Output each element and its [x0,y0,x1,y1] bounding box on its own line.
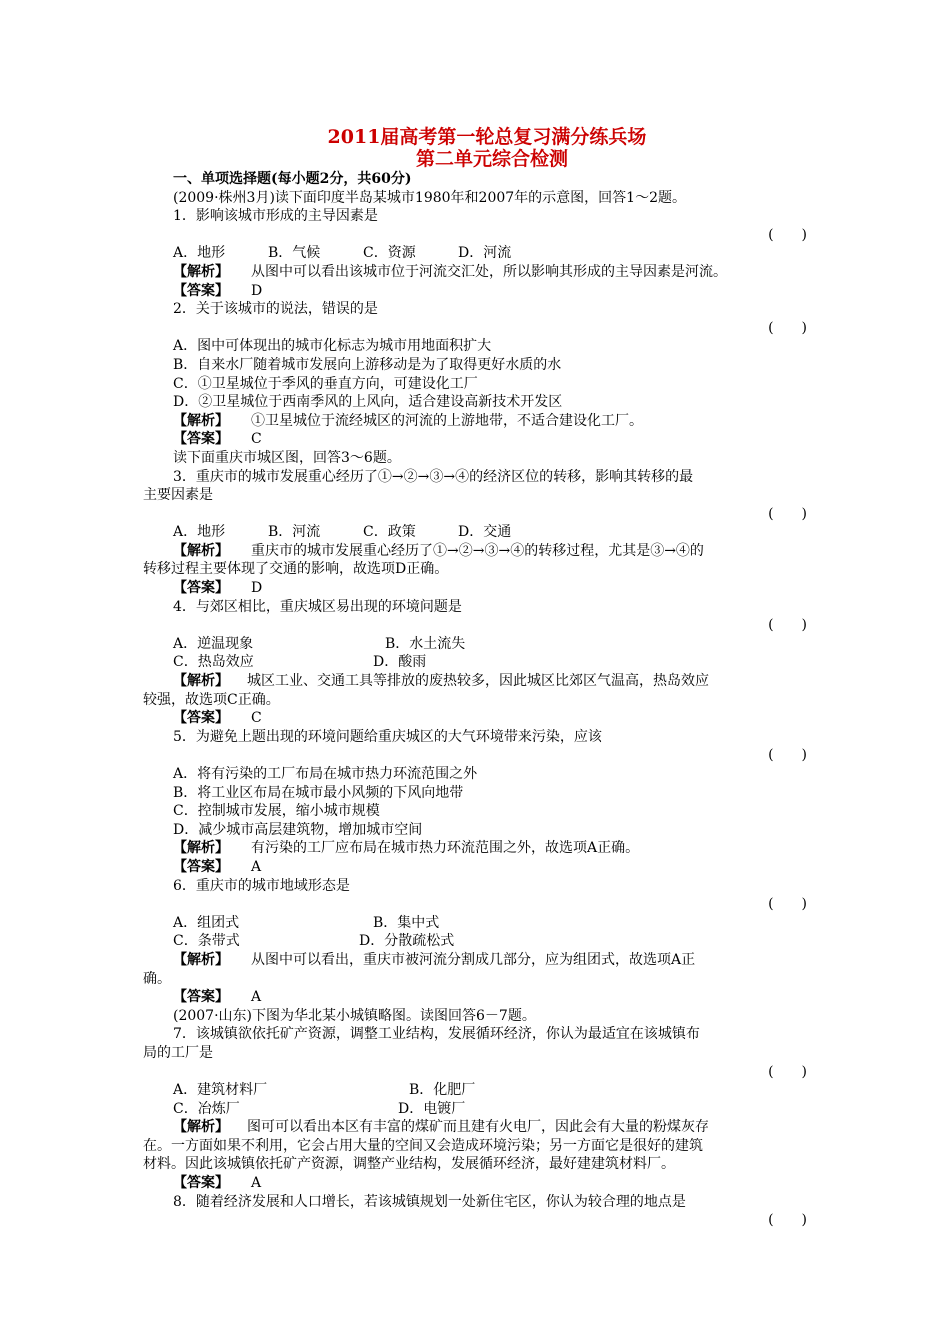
analysis-tag: 【解析】 [173,263,229,280]
option-c: C．条带式 [173,933,240,950]
intro-2: 读下面重庆市城区图，回答3～6题。 [173,449,401,466]
analysis-text: 图可可以看出本区有丰富的煤矿而且建有火电厂，因此会有大量的粉煤灰存 [247,1119,709,1136]
question-4: 4．与郊区相比，重庆城区易出现的环境问题是 [173,598,462,615]
answer-3 [143,579,811,598]
answer-text: D [251,580,263,597]
question-2: 2．关于该城市的说法，错误的是 [173,301,378,318]
option-c: C．冶炼厂 [173,1100,240,1117]
analysis-tag: 【解析】 [173,412,229,429]
doc-title: 2011届高考第一轮总复习满分练兵场 [327,126,647,148]
question-6: 6．重庆市的城市地域形态是 [173,877,350,894]
document-page [143,126,811,1230]
answer-blank: ( ) [768,226,807,243]
options-3 [143,523,811,542]
analysis-text: 从图中可以看出，重庆市被河流分割成几部分，应为组团式，故选项A正 [251,951,696,968]
question-8: 8．随着经济发展和人口增长，若该城镇规划一处新住宅区，你认为较合理的地点是 [173,1193,686,1210]
option-c: C．控制城市发展，缩小城市规模 [173,803,380,820]
analysis-6 [143,951,811,970]
analysis-3-cont: 转移过程主要体现了交通的影响，故选项D正确。 [143,561,449,578]
question-3-cont: 主要因素是 [143,487,213,504]
option-d: D．河流 [458,245,512,262]
answer-tag: 【答案】 [173,989,229,1006]
answer-text: A [251,989,262,1006]
option-b: B．气候 [268,245,321,262]
option-b: B．化肥厂 [409,1082,476,1099]
option-d: D．酸雨 [373,654,427,671]
option-a: A．地形 [173,245,226,262]
analysis-text: 有污染的工厂应布局在城市热力环流范围之外，故选项A正确。 [251,840,640,857]
answer-blank: ( ) [768,1212,807,1229]
option-d: D．②卫星城位于西南季风的上风向，适合建设高新技术开发区 [173,394,563,411]
option-d: D．分散疏松式 [359,933,455,950]
answer-blank: ( ) [768,617,807,634]
answer-text: C [251,710,262,727]
analysis-text: 从图中可以看出该城市位于河流交汇处，所以影响其形成的主导因素是河流。 [251,263,727,280]
answer-tag: 【答案】 [173,1175,229,1192]
section-heading: 一、单项选择题(每小题2分，共60分) [173,171,412,187]
analysis-7-cont: 在。一方面如果不利用，它会占用大量的空间又会造成环境污染；另一方面它是很好的建筑 [143,1137,703,1154]
answer-6 [143,988,811,1007]
analysis-1 [143,263,811,282]
analysis-tag: 【解析】 [173,1119,229,1136]
answer-blank: ( ) [768,505,807,522]
option-b: B．集中式 [373,914,440,931]
answer-blank: ( ) [768,319,807,336]
options-1 [143,244,811,263]
options-4-row2 [143,653,811,672]
option-c: C．①卫星城位于季风的垂直方向，可建设化工厂 [173,375,478,392]
question-3: 3．重庆市的城市发展重心经历了①→②→③→④的经济区位的转移，影响其转移的最 [173,468,694,485]
question-7: 7．该城镇欲依托矿产资源，调整工业结构，发展循环经济，你认为最适宜在该城镇布 [173,1026,700,1043]
options-6-row1 [143,914,811,933]
option-b: B．河流 [268,524,321,541]
answer-1 [143,282,811,301]
options-7-row1 [143,1081,811,1100]
option-a: A．建筑材料厂 [173,1082,268,1099]
answer-tag: 【答案】 [173,580,229,597]
option-c: C．热岛效应 [173,654,254,671]
analysis-tag: 【解析】 [173,542,229,559]
option-c: C．政策 [363,524,416,541]
answer-blank: ( ) [768,747,807,764]
analysis-2 [143,412,811,431]
option-d: D．减少城市高层建筑物，增加城市空间 [173,821,423,838]
option-b: B．自来水厂随着城市发展向上游移动是为了取得更好水质的水 [173,356,562,373]
analysis-text: ①卫星城位于流经城区的河流的上游地带，不适合建设化工厂。 [251,412,643,429]
analysis-5 [143,839,811,858]
options-4-row1 [143,635,811,654]
option-d: D．交通 [458,524,512,541]
analysis-3 [143,542,811,561]
option-a: A．将有污染的工厂布局在城市热力环流范围之外 [173,766,478,782]
answer-2 [143,430,811,449]
analysis-tag: 【解析】 [173,840,229,857]
intro-1: (2009·株州3月)读下面印度半岛某城市1980年和2007年的示意图，回答1～2题。 [173,189,686,206]
analysis-7 [143,1118,811,1137]
doc-subtitle: 第二单元综合检测 [415,148,568,170]
intro-3: (2007·山东)下图为华北某小城镇略图。读图回答6－7题。 [173,1007,536,1024]
analysis-text: 重庆市的城市发展重心经历了①→②→③→④的转移过程，尤其是③→④的 [251,542,704,559]
question-5: 5．为避免上题出现的环境问题给重庆城区的大气环境带来污染，应该 [173,728,602,745]
option-b: B．水土流失 [385,635,466,652]
question-1: 1．影响该城市形成的主导因素是 [173,208,378,225]
answer-blank: ( ) [768,896,807,913]
option-a: A．组团式 [173,914,240,931]
answer-tag: 【答案】 [173,431,229,448]
analysis-4 [143,672,811,691]
analysis-tag: 【解析】 [173,951,229,968]
answer-text: D [251,282,263,299]
option-a: A．地形 [173,524,226,541]
answer-tag: 【答案】 [173,710,229,727]
answer-text: A [251,1175,262,1192]
option-c: C．资源 [363,245,416,262]
answer-tag: 【答案】 [173,282,229,299]
analysis-7-cont2: 材料。因此该城镇依托矿产资源，调整产业结构，发展循环经济，最好建建筑材料厂。 [143,1156,675,1173]
answer-7 [143,1174,811,1193]
options-6-row2 [143,932,811,951]
option-a: A．逆温现象 [173,635,254,652]
answer-4 [143,709,811,728]
analysis-6-cont: 确。 [143,970,171,987]
answer-text: A [251,858,262,875]
answer-text: C [251,431,262,448]
option-b: B．将工业区布局在城市最小风频的下风向地带 [173,784,464,801]
option-d: D．电镀厂 [398,1100,466,1117]
question-7-cont: 局的工厂是 [143,1044,213,1061]
answer-blank: ( ) [768,1063,807,1080]
option-a: A．图中可体现出的城市化标志为城市用地面积扩大 [173,338,492,355]
analysis-4-cont: 较强，故选项C正确。 [143,691,280,708]
analysis-tag: 【解析】 [173,673,229,690]
options-7-row2 [143,1100,811,1119]
answer-5 [143,858,811,877]
answer-tag: 【答案】 [173,858,229,875]
analysis-text: 城区工业、交通工具等排放的废热较多，因此城区比郊区气温高，热岛效应 [247,673,709,690]
